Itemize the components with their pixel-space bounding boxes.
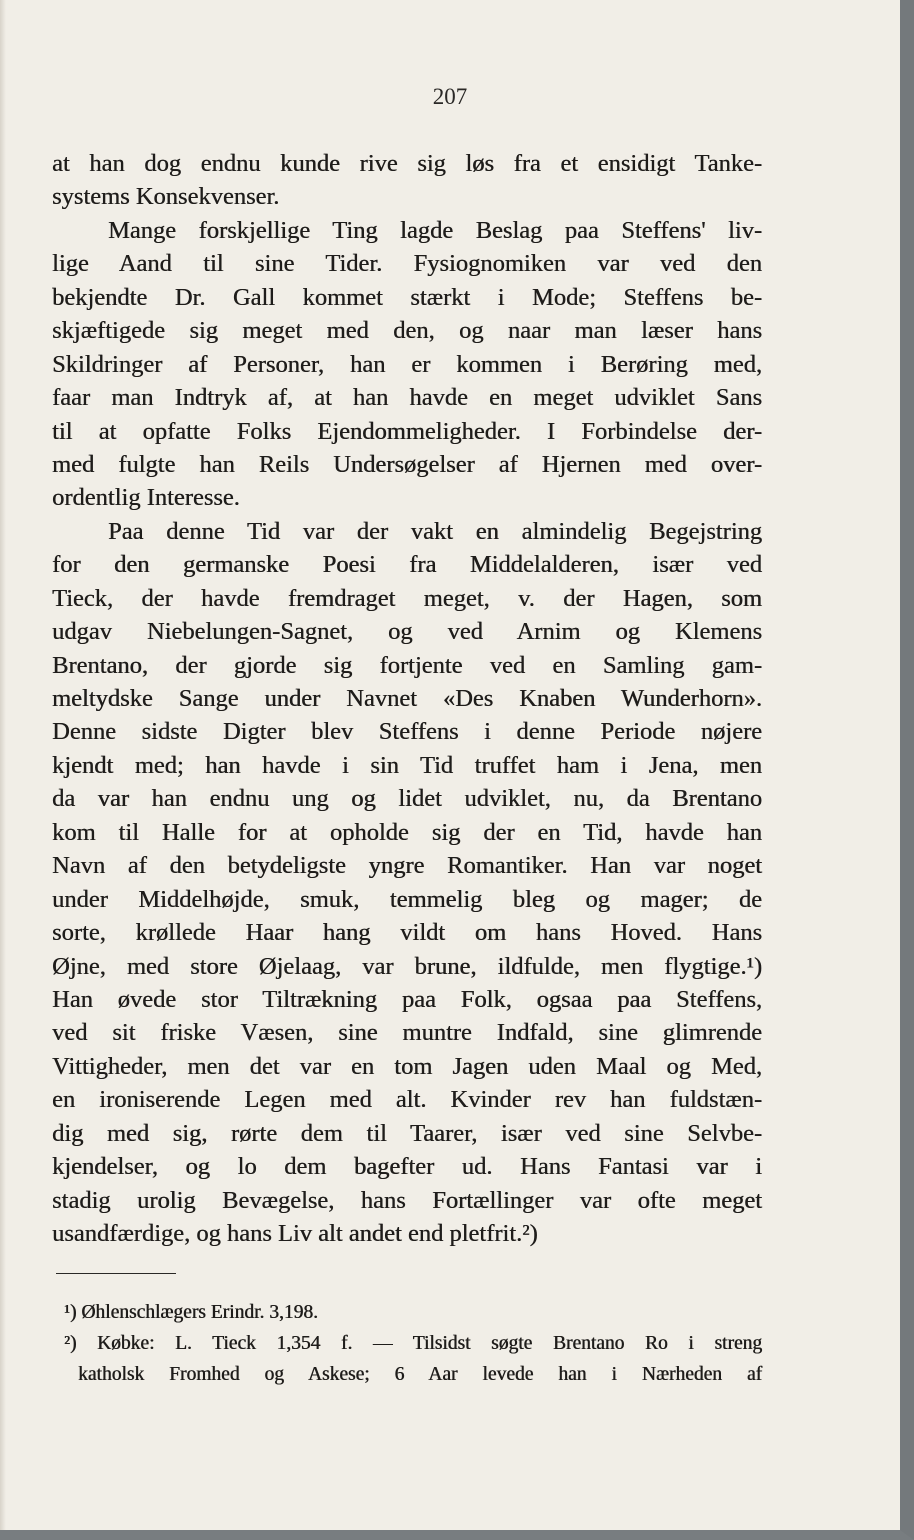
footnote-line: ²) Købke: L. Tieck 1,354 f. — Tilsidst søgte Brentano Ro i streng — [64, 1333, 762, 1354]
text-line: under Middelhøjde, smuk, temmelig bleg og mager; de — [52, 885, 762, 913]
text-line: usandfærdige, og hans Liv alt andet end pletfrit.²) — [52, 1220, 538, 1247]
text-line: systems Konsekvenser. — [52, 183, 280, 211]
text-line: Brentano, der gjorde sig fortjente ved en Samling gam- — [52, 651, 762, 679]
text-line: sorte, krøllede Haar hang vildt om hans Hoved. Hans — [52, 919, 762, 947]
text-line: Vittigheder, men det var en tom Jagen uden Maal og Med, — [52, 1052, 762, 1080]
text-line: meltydske Sange under Navnet «Des Knaben Wunderhorn». — [52, 685, 762, 712]
text-line: bekjendte Dr. Gall kommet stærkt i Mode; Steffens be- — [52, 283, 762, 311]
text-line: kjendelser, og lo dem bagefter ud. Hans Fantasi var i — [52, 1153, 762, 1181]
text-line: Mange forskjellige Ting lagde Beslag paa Steffens' liv- — [108, 216, 762, 244]
footnotes — [64, 1297, 762, 1390]
text-line: Skildringer af Personer, han er kommen i Berøring med, — [52, 350, 762, 378]
text-line: da var han endnu ung og lidet udviklet, nu, da Brentano — [52, 785, 762, 813]
footnote-line: ¹) Øhlenschlægers Erindr. 3,198. — [64, 1302, 318, 1323]
text-line: ordentlig Interesse. — [52, 484, 240, 512]
text-line: kom til Halle for at opholde sig der en Tid, havde han — [52, 818, 762, 846]
text-line: Øjne, med store Øjelaag, var brune, ildfulde, men flygtige.¹) — [52, 952, 762, 980]
text-line: at han dog endnu kunde rive sig løs fra et ensidigt Tanke- — [52, 150, 762, 177]
body-text — [52, 147, 762, 1250]
text-line: ved sit friske Væsen, sine muntre Indfald, sine glimrende — [52, 1019, 762, 1047]
text-line: en ironiserende Legen med alt. Kvinder rev han fuldstæn- — [52, 1086, 762, 1114]
text-line: Tieck, der havde fremdraget meget, v. der Hagen, som — [52, 584, 762, 612]
text-line: til at opfatte Folks Ejendommeligheder. I Forbindelse der- — [52, 417, 762, 445]
text-line: for den germanske Poesi fra Middelalderen, især ved — [52, 551, 762, 579]
text-line: Denne sidste Digter blev Steffens i denne Periode nøjere — [52, 718, 762, 746]
text-line: faar man Indtryk af, at han havde en meget udviklet Sans — [52, 384, 762, 412]
text-line: skjæftigede sig meget med den, og naar man læser hans — [52, 317, 762, 345]
text-line: udgav Niebelungen-Sagnet, og ved Arnim og Klemens — [52, 618, 762, 646]
text-line: Han øvede stor Tiltrækning paa Folk, ogsaa paa Steffens, — [52, 985, 762, 1013]
text-line: Navn af den betydeligste yngre Romantiker. Han var noget — [52, 852, 762, 880]
text-line: lige Aand til sine Tider. Fysiognomiken var ved den — [52, 250, 762, 278]
text-line: med fulgte han Reils Undersøgelser af Hjernen med over- — [52, 450, 762, 478]
text-line: kjendt med; han havde i sin Tid truffet ham i Jena, men — [52, 751, 762, 779]
page-number: 207 — [432, 84, 468, 109]
text-line: Paa denne Tid var der vakt en almindelig Begejstring — [108, 517, 762, 545]
text-line: dig med sig, rørte dem til Taarer, især ved sine Selvbe- — [52, 1119, 762, 1147]
footnote-line: katholsk Fromhed og Askese; 6 Aar levede han i Nærheden af — [78, 1364, 762, 1385]
footnote-divider — [56, 1273, 176, 1274]
text-line: stadig urolig Bevægelse, hans Fortællinger var ofte meget — [52, 1186, 762, 1214]
